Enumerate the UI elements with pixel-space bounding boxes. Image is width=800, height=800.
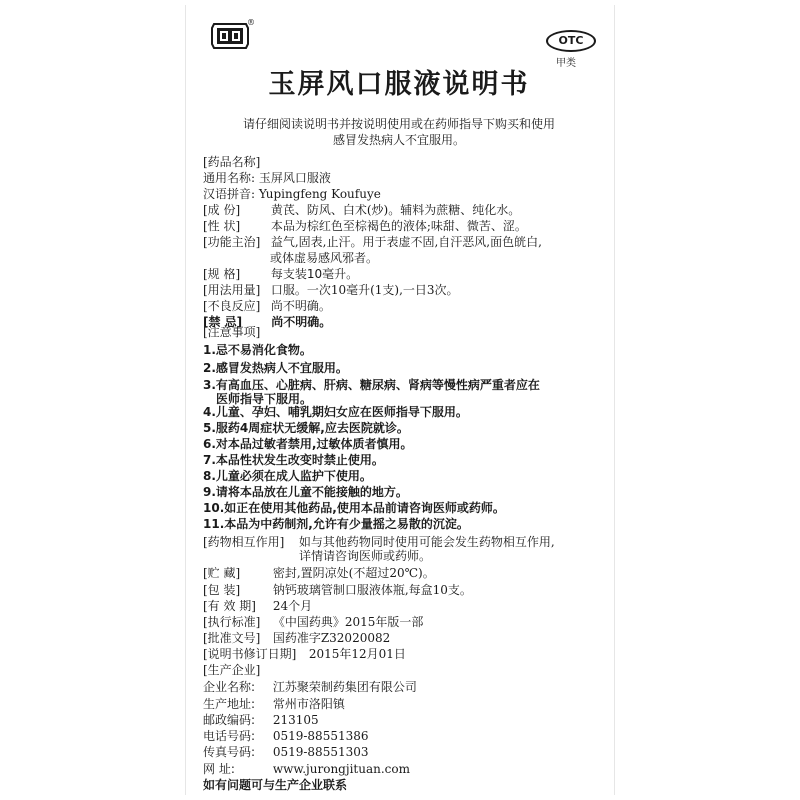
manufacturer-phone-value: 0519-88551386 [272,729,369,743]
section-drug-name: [药品名称] [203,155,261,169]
manufacturer-fax-row [203,744,369,760]
dosage-value: 口服。一次10毫升(1支),一日3次。 [270,283,459,297]
indications-value-2: 或体虚易感风邪者。 [270,251,379,265]
section-precautions: [注意事项] [203,325,261,339]
manufacturer-postcode-row [203,712,319,728]
storage-row [203,565,435,581]
precaution-item: 2.感冒发热病人不宜服用。 [203,361,348,375]
generic-name-row [203,170,331,186]
ingredients-row [203,202,520,218]
precaution-item: 6.对本品过敏者禁用,过敏体质者慎用。 [203,437,413,451]
pinyin-label: 汉语拼音: [203,187,256,201]
manufacturer-web-value: www.jurongjituan.com [272,762,410,776]
approval-row [203,630,390,646]
otc-badge: OTC [546,30,596,52]
precaution-item: 8.儿童必须在成人监护下使用。 [203,469,372,483]
manufacturer-web-label: 网 址: [203,762,235,776]
properties-row [203,218,527,234]
interactions-value-2: 详情请咨询医师或药师。 [299,549,432,563]
precaution-item: 10.如正在使用其他药品,使用本品前请咨询医师或药师。 [203,501,505,515]
footer-contact-note: 如有问题可与生产企业联系 [203,778,348,792]
manufacturer-web-row [203,761,410,777]
adverse-row [203,298,331,314]
standard-label: [执行标准] [203,615,261,629]
approval-label: [批准文号] [203,631,261,645]
manufacturer-fax-label: 传真号码: [203,745,256,759]
dosage-label: [用法用量] [203,283,261,297]
manufacturer-name-label: 企业名称: [203,680,256,694]
validity-label: [有 效 期] [203,599,256,613]
indications-label: [功能主治] [203,235,261,249]
contraindications-value: 尚不明确。 [271,315,332,329]
validity-row [203,598,312,614]
precaution-item: 9.请将本品放在儿童不能接触的地方。 [203,485,408,499]
interactions-value-1: 如与其他药物同时使用可能会发生药物相互作用, [298,535,555,549]
precaution-item: 1.忌不易消化食物。 [203,343,312,357]
generic-name-label: 通用名称: [203,171,256,185]
storage-label: [贮 藏] [203,566,241,580]
contraindications-label: [禁 忌] [203,315,243,329]
indications-row [203,234,542,250]
properties-value: 本品为棕红色至棕褐色的液体;味甜、微苦、涩。 [270,219,527,233]
precaution-item: 5.服药4周症状无缓解,应去医院就诊。 [203,421,409,435]
precaution-item: 3.有高血压、心脏病、肝病、糖尿病、肾病等慢性病严重者应在 [203,378,540,392]
generic-name-value: 玉屏风口服液 [258,171,331,185]
package-value: 钠钙玻璃管制口服液体瓶,每盒10支。 [272,583,472,597]
indications-value-1: 益气,固表,止汗。用于表虚不固,自汗恶风,面色㿠白, [270,235,542,249]
package-label: [包 装] [203,583,241,597]
spec-value: 每支装10毫升。 [270,267,359,281]
registered-mark: ® [247,18,255,27]
spec-label: [规 格] [203,267,241,281]
properties-label: [性 状] [203,219,241,233]
spec-row [203,266,358,282]
ingredients-value: 黄芪、防风、白术(炒)。辅料为蔗糖、纯化水。 [270,203,521,217]
section-manufacturer: [生产企业] [203,663,261,677]
precaution-item: 11.本品为中药制剂,允许有少量摇之易散的沉淀。 [203,517,469,531]
document-title: 玉屏风口服液说明书 [268,69,530,100]
revision-label: [说明书修订日期] [203,647,297,661]
manufacturer-fax-value: 0519-88551303 [272,745,369,759]
manufacturer-postcode-label: 邮政编码: [203,713,256,727]
otc-class-label: 甲类 [556,58,576,69]
manufacturer-name-row [203,679,417,695]
interactions-label: [药物相互作用] [203,535,285,549]
manufacturer-address-label: 生产地址: [203,697,256,711]
pinyin-value: Yupingfeng Koufuye [258,187,381,201]
validity-value: 24个月 [272,599,313,613]
ingredients-label: [成 份] [203,203,241,217]
manufacturer-postcode-value: 213105 [272,713,319,727]
revision-row [203,646,406,662]
revision-value: 2015年12月01日 [308,647,406,661]
notice-line-2: 感冒发热病人不宜服用。 [332,133,465,147]
company-logo-icon [210,22,250,50]
package-row [203,582,472,598]
standard-value: 《中国药典》2015年版一部 [272,615,424,629]
adverse-value: 尚不明确。 [270,299,331,313]
approval-value: 国药准字Z32020082 [272,631,391,645]
notice-line-1: 请仔细阅读说明书并按说明使用或在药师指导下购买和使用 [242,117,555,131]
manufacturer-name-value: 江苏聚荣制药集团有限公司 [272,680,417,694]
manufacturer-address-value: 常州市洛阳镇 [272,697,345,711]
pinyin-row [203,186,381,202]
precaution-item-continued: 医师指导下服用。 [216,392,313,406]
precaution-item: 7.本品性状发生改变时禁止使用。 [203,453,384,467]
manufacturer-phone-row [203,728,369,744]
manufacturer-phone-label: 电话号码: [203,729,256,743]
adverse-label: [不良反应] [203,299,261,313]
manufacturer-address-row [203,696,345,712]
storage-value: 密封,置阴凉处(不超过20℃)。 [272,566,435,580]
dosage-row [203,282,459,298]
standard-row [203,614,423,630]
precaution-item: 4.儿童、孕妇、哺乳期妇女应在医师指导下服用。 [203,405,468,419]
